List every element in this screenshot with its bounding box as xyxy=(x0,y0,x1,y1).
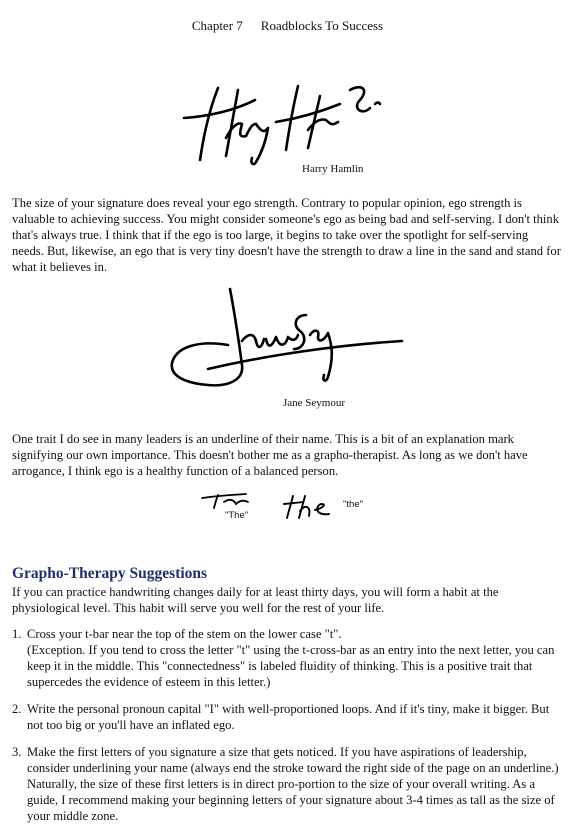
harry-hamlin-signature-image xyxy=(180,78,400,168)
list-item-number: 2. xyxy=(12,702,22,716)
harry-hamlin-caption: Harry Hamlin xyxy=(302,163,364,175)
list-item-number: 3. xyxy=(12,745,22,759)
paragraph-underline-trait: One trait I do see in many leaders is an underline of their name. This is a bit of an explanation mark signifying our own importance. This doesn't bother me as a grapho-therapist. As long as we don't have arrogance, I think ego is a healthy function of a balanced person. xyxy=(12,432,528,478)
list-item-text: Make the first letters of you signature a size that gets noticed. If you have aspirations of leadership, consider underlining your name (always end the stroke toward the right side of the page on an underline.) Naturally, the size of these first letters is in direct pro-portion to the size of your overall writing. As a guide, I recommend making your beginning letters of your signature about 3-4 times as tall as the size of your middle zone. xyxy=(27,745,559,823)
list-item xyxy=(12,744,564,824)
section-heading: Grapho-Therapy Suggestions xyxy=(12,565,208,582)
list-item-text: Cross your t-bar near the top of the stem on the lower case "t". xyxy=(27,627,342,641)
the-label-2: "the" xyxy=(343,499,363,510)
list-item-number: 1. xyxy=(12,627,22,641)
list-item xyxy=(12,626,564,690)
page-header xyxy=(0,18,575,34)
jane-seymour-signature-image xyxy=(168,285,408,395)
the-label-1: "The" xyxy=(225,510,249,521)
list-item-note: (Exception. If you tend to cross the letter "t" using the t-cross-bar as an entry into the next letter, you can keep it in the middle. This "connectedness" is labeled fluidity of thinking. This is a positive trait that supercedes the evidence of esteem in this letter.) xyxy=(27,643,555,689)
paragraph-ego-strength: The size of your signature does reveal your ego strength. Contrary to popular opinion, ego strength is valuable to achieving success. You might consider someone's ego as being bad and self-serving. I don't think that's always true. I think that if the ego is too large, it begins to take over the spotlight for self-serving needs. But, likewise, an ego that is very tiny doesn't have the strength to draw a line in the sand and stand for what it believes in. xyxy=(12,196,561,274)
jane-seymour-caption: Jane Seymour xyxy=(283,397,346,409)
the-sample-image-2 xyxy=(283,494,333,520)
chapter-title: Roadblocks To Success xyxy=(260,18,384,33)
section-intro: If you can practice handwriting changes daily for at least thirty days, you will form a habit at the physiological level. This habit will serve you well for the rest of your life. xyxy=(12,585,499,615)
chapter-number: Chapter 7 xyxy=(191,18,243,33)
list-item xyxy=(12,701,564,733)
list-item-text: Write the personal pronoun capital "I" with well-proportioned loops. And if it's tiny, make it bigger. But not too big or you'll have an inflated ego. xyxy=(27,702,550,732)
